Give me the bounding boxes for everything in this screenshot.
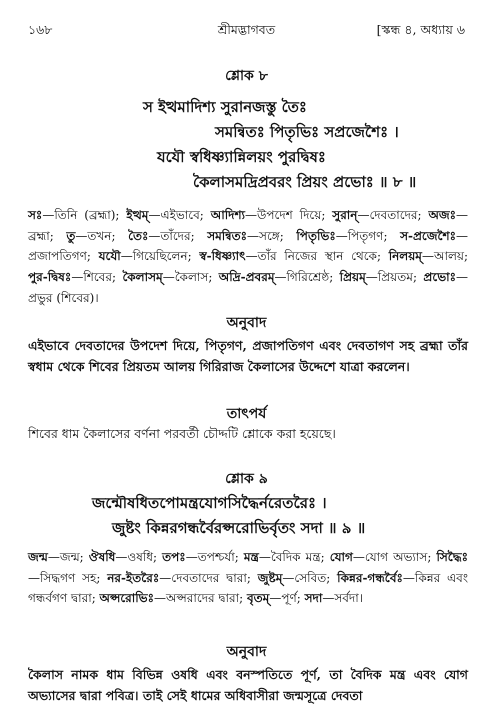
synonym-meaning: তাঁদের bbox=[160, 228, 191, 243]
sloka-8-translation: এইভাবে দেবতাদের উপদেশ দিয়ে, পিতৃগণ, প্রজাপতিগণ এবং দেবতাগণ সহ ব্রহ্মা তাঁর স্বধাম থেকে শিবের প্রিয়তম আলয় গিরিরাজ কৈলাসের উদ্দেশে যাত্রা করলেন। bbox=[28, 338, 468, 374]
synonym-word: ঔষধি bbox=[88, 550, 116, 564]
synonym-meaning: ওষধি bbox=[127, 550, 154, 564]
sloka-8-purport: শিবের ধাম কৈলাসের বর্ণনা পরবর্তী চৌদ্দটি শ্লোকে করা হয়েছে। bbox=[28, 426, 336, 441]
synonym-meaning: প্রভুর (শিবের) bbox=[28, 290, 95, 305]
synonym-word: পিতৃভিঃ bbox=[296, 228, 336, 243]
synonym-meaning: এইভাবে bbox=[160, 208, 200, 222]
synonym-word: সুরান্ bbox=[332, 208, 358, 222]
synonym-meaning: শিবের bbox=[83, 270, 112, 285]
synonym-meaning: তখন bbox=[87, 228, 112, 243]
synonym-meaning: পূর্ণ bbox=[281, 591, 297, 606]
synonym-word: অদ্রি-প্রবরম্ bbox=[218, 270, 275, 285]
synonym-word: অপ্সরোভিঃ bbox=[99, 591, 155, 606]
sloka-9-line-1: জন্মৌষধিতপোমন্ত্রযোগসিদ্ধৈর্নরেতরৈঃ । bbox=[92, 494, 327, 512]
sloka-8-line-4: কৈলাসমদ্রিপ্রবরং প্রিয়ং প্রভোঃ ॥ ৮ ॥ bbox=[193, 173, 417, 191]
synonym-meaning: দেবতাদের দ্বারা bbox=[171, 570, 247, 585]
sloka-8-translation-heading: অনুবাদ bbox=[226, 315, 267, 331]
synonym-meaning: প্রজাপতিগণ bbox=[28, 249, 87, 264]
synonym-word: যোগ bbox=[329, 550, 353, 564]
synonym-word: তু bbox=[66, 228, 76, 243]
synonym-word: মন্ত্র bbox=[243, 550, 259, 564]
synonym-meaning: পিতৃগণ bbox=[347, 228, 384, 243]
synonym-word: নর-ইতরৈঃ bbox=[107, 570, 160, 585]
synonym-word: পুর-দ্বিষঃ bbox=[28, 270, 72, 285]
synonym-word: কৈলাসম্ bbox=[122, 270, 163, 285]
synonym-meaning: অপ্সরাদের দ্বারা bbox=[166, 591, 240, 606]
synonym-meaning: তিনি (ব্রহ্মা) bbox=[54, 208, 116, 222]
synonym-meaning: সিদ্ধগণ সহ bbox=[40, 570, 97, 585]
synonym-meaning: তাঁর নিজের স্থান থেকে bbox=[257, 249, 377, 264]
sloka-8-line-3: যযৌ স্বধিষ্ণ্যান্নিলয়ং পুরদ্বিষঃ bbox=[157, 148, 326, 166]
synonym-word: জন্ম bbox=[28, 550, 48, 564]
synonym-meaning: প্রিয়তম bbox=[377, 270, 413, 285]
synonym-word: তৈঃ bbox=[128, 228, 149, 243]
synonym-word: স্ব-ধিষ্ণ্যাৎ bbox=[199, 249, 246, 264]
synonym-word: তপঃ bbox=[162, 550, 186, 564]
synonym-meaning: সঙ্গে bbox=[259, 228, 280, 243]
sloka-9-heading: শ্লোক ৯ bbox=[225, 471, 268, 487]
sloka-8-heading: শ্লোক ৮ bbox=[225, 68, 268, 84]
sloka-8-synonyms: সঃ—তিনি (ব্রহ্মা); ইত্থম্—এইভাবে; আদিশ্য—উপদেশ দিয়ে; সুরান্—দেবতাদের; অজঃ—ব্রহ্মা; তু—তখন; তৈঃ—তাঁদের; সমন্বিতঃ—সঙ্গে; পিতৃভিঃ—পিতৃগণ; স-প্রজেশৈঃ—প্রজাপতিগণ; যযৌ—গিয়েছিলেন; স্ব-ধিষ্ণ্যাৎ—তাঁর নিজের স্থান থেকে; নিলয়ম্—আলয়; পুর-দ্বিষঃ—শিবের; কৈলাসম্—কৈলাস; অদ্রি-প্রবরম্—গিরিশ্রেষ্ঠ; প্রিয়ম্—প্রিয়তম; প্রভোঃ—প্রভুর (শিবের)। bbox=[28, 208, 469, 305]
synonym-meaning: দেবতাদের bbox=[369, 208, 418, 222]
synonym-word: সদা bbox=[304, 591, 323, 606]
synonym-word: প্রিয়ম্ bbox=[339, 270, 366, 285]
synonym-meaning: উপদেশ দিয়ে bbox=[257, 208, 322, 222]
synonym-word: জুষ্টম্ bbox=[257, 570, 283, 585]
page-header bbox=[28, 22, 465, 42]
synonym-word: যযৌ bbox=[98, 249, 121, 264]
chapter-reference: [স্কন্ধ ৪, অধ্যায় ৬ bbox=[376, 22, 465, 37]
book-title: শ্রীমদ্ভাগবত bbox=[217, 22, 276, 37]
sloka-9-translation: কৈলাস নামক ধাম বিভিন্ন ওষধি এবং বনস্পতিতে পূর্ণ, তা বৈদিক মন্ত্র এবং যোগ অভ্যাসের দ্বারা পবিত্র। তাই সেই ধামের অধিবাসীরা জন্মসূত্রে দেবতা bbox=[28, 667, 468, 703]
synonym-meaning: জন্ম bbox=[59, 550, 80, 564]
synonym-meaning: বৈদিক মন্ত্র bbox=[270, 550, 321, 564]
sloka-9-translation-heading: অনুবাদ bbox=[226, 644, 267, 660]
synonym-word: প্রভোঃ bbox=[423, 270, 457, 285]
synonym-meaning: গিরিশ্রেষ্ঠ bbox=[286, 270, 330, 285]
synonym-word: কিন্নর-গন্ধর্বৈঃ bbox=[337, 570, 403, 585]
sloka-8-purport-heading: তাৎপর্য bbox=[226, 406, 267, 422]
sloka-9-synonyms: জন্ম—জন্ম; ঔষধি—ওষধি; তপঃ—তপশ্চর্যা; মন্ত্র—বৈদিক মন্ত্র; যোগ—যোগ অভ্যাস; সিদ্ধৈঃ—সিদ্ধগণ সহ; নর-ইতরৈঃ—দেবতাদের দ্বারা; জুষ্টম্—সেবিত; কিন্নর-গন্ধর্বৈঃ—কিন্নর এবং গন্ধর্বগণ দ্বারা; অপ্সরোভিঃ—অপ্সরাদের দ্বারা; বৃতম্—পূর্ণ; সদা—সর্বদা। bbox=[28, 550, 469, 606]
synonym-meaning: ব্রহ্মা bbox=[28, 228, 50, 243]
synonym-word: আদিশ্য bbox=[210, 208, 246, 222]
synonym-word: নিলয়ম্ bbox=[388, 249, 422, 264]
synonym-word: সিদ্ধৈঃ bbox=[436, 550, 469, 564]
synonym-meaning: তপশ্চর্যা bbox=[197, 550, 235, 564]
synonym-meaning: আলয় bbox=[433, 249, 464, 264]
sloka-9-line-2: জুষ্টং কিন্নরগন্ধর্বৈরপ্সরোভির্বৃতং সদা ॥ ৯ ॥ bbox=[112, 519, 366, 537]
sloka-8-line-1: স ইত্থমাদিশ্য সুরানজস্তু তৈঃ bbox=[143, 98, 307, 116]
synonym-meaning: সেবিত bbox=[294, 570, 327, 585]
sloka-8-line-2: সমন্বিতঃ পিতৃভিঃ সপ্রজেশৈঃ । bbox=[215, 123, 399, 141]
page-number: ১৬৮ bbox=[28, 22, 53, 37]
synonym-meaning: সর্বদা bbox=[334, 591, 359, 606]
synonym-word: স-প্রজেশৈঃ bbox=[400, 228, 457, 243]
synonym-word: সমন্বিতঃ bbox=[207, 228, 248, 243]
synonym-meaning: যোগ অভ্যাস bbox=[364, 550, 428, 564]
synonym-meaning: গিয়েছিলেন bbox=[132, 249, 188, 264]
synonym-word: ইত্থম্ bbox=[126, 208, 149, 222]
synonym-word: বৃতম্ bbox=[246, 591, 270, 606]
synonym-word: সঃ bbox=[28, 208, 43, 222]
synonym-meaning: কিন্নর এবং গন্ধর্বগণ দ্বারা bbox=[28, 570, 469, 606]
synonym-word: অজঃ bbox=[428, 208, 456, 222]
synonym-meaning: কৈলাস bbox=[174, 270, 209, 285]
